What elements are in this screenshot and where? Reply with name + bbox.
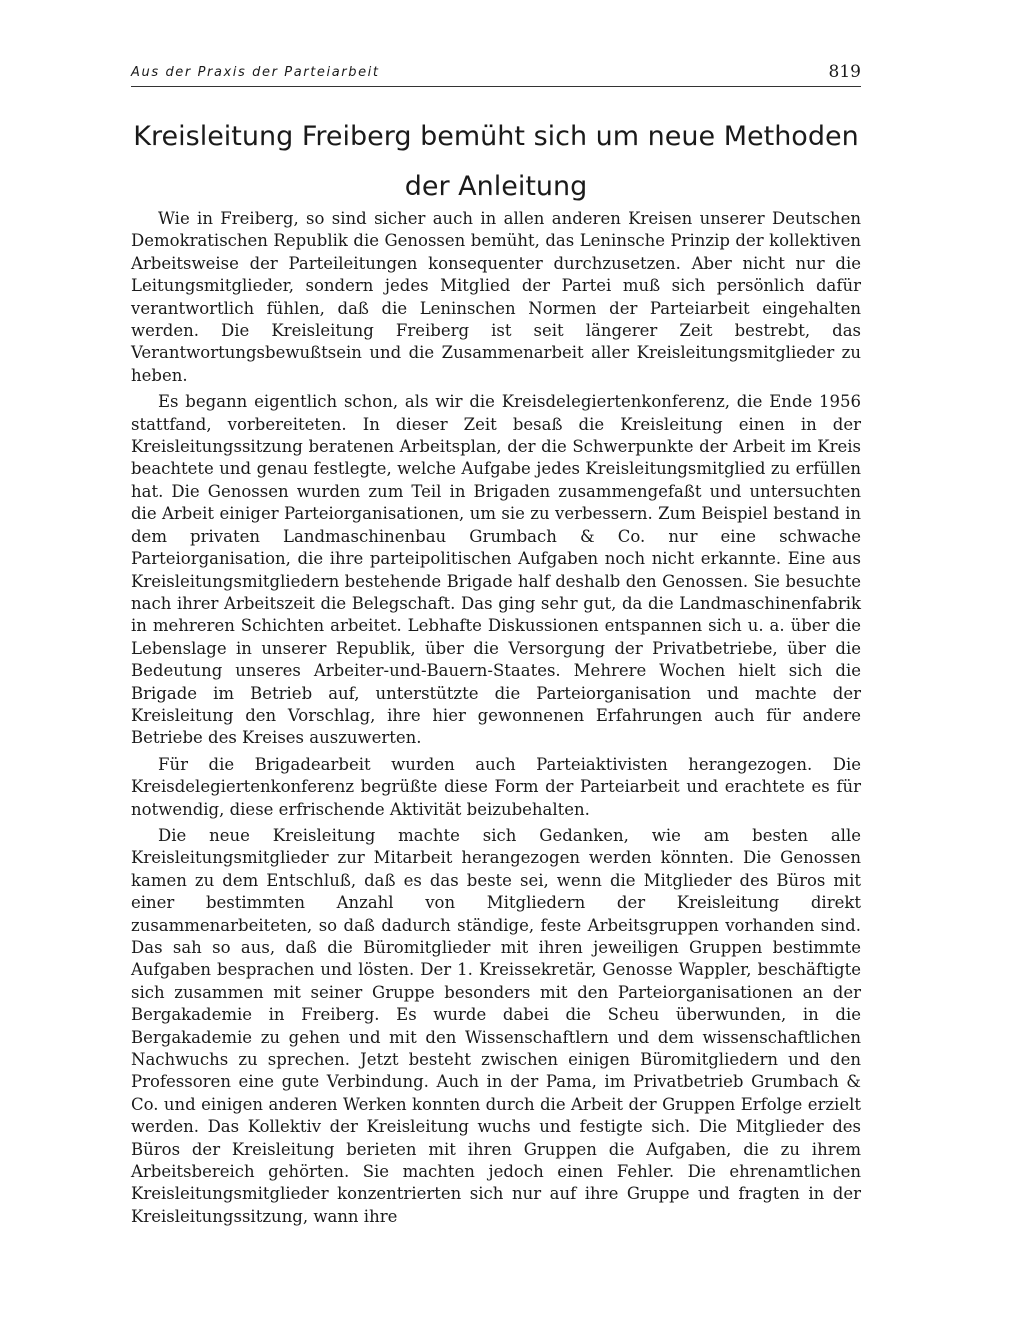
paragraph: Es begann eigentlich schon, als wir die Kreisdelegiertenkonferenz, die Ende 1956 stattfand, vorbereiteten. In dieser Zeit besaß die Kreisleitung einen in der Kreisleitungssitzung beratenen Arbeitsplan, der die Schwerpunkte der Arbeit im Kreis beachtete und genau festlegte, welche Aufgabe jedes Kreisleitungsmitglied zu erfüllen hat. Die Genossen wurden zum Teil in Brigaden zusammengefaßt und untersuchten die Arbeit einiger Parteiorganisationen, um sie zu verbessern. Zum Beispiel bestand in dem privaten Landmaschinenbau Grumbach & Co. nur eine schwache Parteiorganisation, die ihre parteipolitischen Aufgaben noch nicht erkannte. Eine aus Kreisleitungsmitgliedern bestehende Brigade half deshalb den Genossen. Sie besuchte nach ihrer Arbeitszeit die Belegschaft. Das ging sehr gut, da die Landmaschinenfabrik in mehreren Schichten arbeitet. Lebhafte Diskussionen entspannen sich u. a. über die Lebenslage in unserer Republik, über die Versorgung der Privatbetriebe, über die Bedeutung unseres Arbeiter-und-Bauern-Staates. Mehrere Wochen hielt sich die Brigade im Betrieb auf, unterstützte die Parteiorganisation und machte der Kreisleitung den Vorschlag, ihre hier gewonnenen Erfahrungen auch für andere Betriebe des Kreises auszuwerten. xyxy=(131,392,861,748)
paragraph: Für die Brigadearbeit wurden auch Parteiaktivisten herangezogen. Die Kreisdelegiertenkonferenz begrüßte diese Form der Parteiarbeit und erachtete es für notwendig, diese erfrischende Aktivität beizubehalten. xyxy=(131,754,861,819)
running-header xyxy=(131,62,861,87)
page-number: 819 xyxy=(828,62,861,82)
article-body xyxy=(131,208,861,1232)
article-title: Kreisleitung Freiberg bemüht sich um neue Methoden der Anleitung xyxy=(133,121,859,202)
section-label: Aus der Praxis der Parteiarbeit xyxy=(131,65,380,80)
paragraph: Die neue Kreisleitung machte sich Gedanken, wie am besten alle Kreisleitungsmitglieder zur Mitarbeit herangezogen werden könnten. Die Genossen kamen zu dem Entschluß, daß es das beste sei, wenn die Mitglieder des Büros mit einer bestimmten Anzahl von Mitgliedern der Kreisleitung direkt zusammenarbeiteten, so daß dadurch ständige, feste Arbeitsgruppen vorhanden sind. Das sah so aus, daß die Büromitglieder mit ihren jeweiligen Gruppen bestimmte Aufgaben besprachen und lösten. Der 1. Kreissekretär, Genosse Wappler, beschäftigte sich zusammen mit seiner Gruppe besonders mit den Parteiorganisationen an der Bergakademie in Freiberg. Es wurde dabei die Scheu überwunden, in die Bergakademie zu gehen und mit den Wissenschaftlern und dem wissenschaftlichen Nachwuchs zu sprechen. Jetzt besteht zwischen einigen Büromitgliedern und den Professoren eine gute Verbindung. Auch in der Pama, im Privatbetrieb Grumbach & Co. und einigen anderen Werken konnten durch die Arbeit der Gruppen Erfolge erzielt werden. Das Kollektiv der Kreisleitung wuchs und festigte sich. Die Mitglieder des Büros der Kreisleitung berieten mit ihren Gruppen die Aufgaben, die zu ihrem Arbeitsbereich gehörten. Sie machten jedoch einen Fehler. Die ehrenamtlichen Kreisleitungsmitglieder konzentrierten sich nur auf ihre Gruppe und fragten in der Kreisleitungssitzung, wann ihre xyxy=(131,825,861,1226)
paragraph: Wie in Freiberg, so sind sicher auch in allen anderen Kreisen unserer Deutschen Demokratischen Republik die Genossen bemüht, das Leninsche Prinzip der kollektiven Arbeitsweise der Parteileitungen konsequenter durchzusetzen. Aber nicht nur die Leitungsmitglieder, sondern jedes Mitglied der Partei muß sich persönlich dafür verantwortlich fühlen, daß die Leninschen Normen der Parteiarbeit eingehalten werden. Die Kreisleitung Freiberg ist seit längerer Zeit bestrebt, das Verantwortungsbewußtsein und die Zusammenarbeit aller Kreisleitungsmitglieder zu heben. xyxy=(131,209,861,385)
